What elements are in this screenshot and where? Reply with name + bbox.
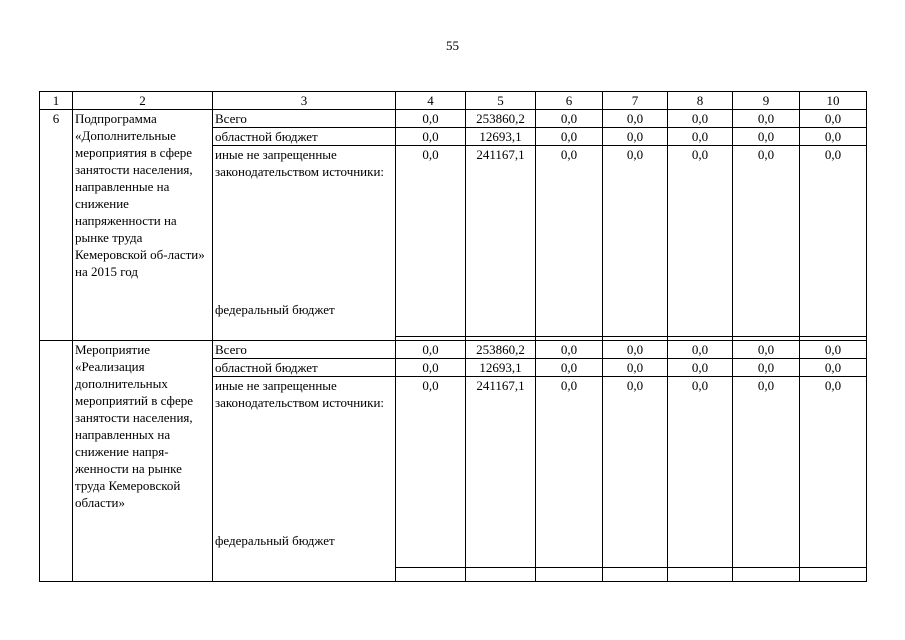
value-cell: 12693,1 bbox=[466, 359, 536, 377]
value-cell: 241167,1 bbox=[466, 146, 536, 337]
header-cell: 8 bbox=[668, 92, 733, 110]
value-cell: 0,0 bbox=[668, 110, 733, 128]
value-cell: 0,0 bbox=[603, 377, 668, 568]
header-cell: 7 bbox=[603, 92, 668, 110]
value-cell: 0,0 bbox=[668, 377, 733, 568]
header-cell: 5 bbox=[466, 92, 536, 110]
value-cell: 0,0 bbox=[536, 359, 603, 377]
funding-source-label: федеральный бюджет bbox=[215, 302, 335, 317]
value-cell: 0,0 bbox=[733, 146, 800, 337]
value-cell: 0,0 bbox=[800, 341, 867, 359]
value-cell: 0,0 bbox=[396, 146, 466, 337]
funding-source: Всего bbox=[213, 341, 396, 359]
header-row bbox=[40, 92, 867, 110]
header-cell: 4 bbox=[396, 92, 466, 110]
header-cell: 1 bbox=[40, 92, 73, 110]
funding-source-label: иные не запрещенные законодательством источники: bbox=[215, 147, 385, 179]
budget-table bbox=[39, 91, 867, 582]
value-cell: 0,0 bbox=[800, 110, 867, 128]
header-cell: 10 bbox=[800, 92, 867, 110]
table-row bbox=[40, 341, 867, 359]
value-cell: 0,0 bbox=[733, 359, 800, 377]
value-cell: 0,0 bbox=[396, 359, 466, 377]
value-cell: 12693,1 bbox=[466, 128, 536, 146]
value-cell: 253860,2 bbox=[466, 341, 536, 359]
value-cell: 0,0 bbox=[733, 110, 800, 128]
value-cell: 0,0 bbox=[536, 377, 603, 568]
program-name: Мероприятие «Реализация дополнительных мероприятий в сфере занятости населения, направленных на снижение напря-женности на рынке труда Кемеровской области» bbox=[73, 341, 213, 582]
value-cell: 241167,1 bbox=[466, 377, 536, 568]
value-cell: 0,0 bbox=[603, 128, 668, 146]
page-number: 55 bbox=[446, 38, 459, 53]
value-cell: 0,0 bbox=[603, 341, 668, 359]
value-cell: 0,0 bbox=[733, 377, 800, 568]
funding-source-label: иные не запрещенные законодательством источники: bbox=[215, 378, 385, 410]
value-cell: 0,0 bbox=[800, 128, 867, 146]
header-cell: 2 bbox=[73, 92, 213, 110]
value-cell: 0,0 bbox=[603, 146, 668, 337]
value-cell: 253860,2 bbox=[466, 110, 536, 128]
value-cell: 0,0 bbox=[396, 110, 466, 128]
value-cell: 0,0 bbox=[800, 146, 867, 337]
value-cell: 0,0 bbox=[603, 110, 668, 128]
value-cell: 0,0 bbox=[733, 341, 800, 359]
funding-source bbox=[213, 146, 396, 337]
value-cell: 0,0 bbox=[536, 128, 603, 146]
funding-source: Всего bbox=[213, 110, 396, 128]
value-cell: 0,0 bbox=[396, 377, 466, 568]
row-number: 6 bbox=[40, 110, 73, 341]
value-cell: 0,0 bbox=[536, 110, 603, 128]
value-cell: 0,0 bbox=[668, 341, 733, 359]
table-row bbox=[40, 110, 867, 128]
value-cell: 0,0 bbox=[536, 146, 603, 337]
value-cell: 0,0 bbox=[800, 377, 867, 568]
funding-source: областной бюджет bbox=[213, 128, 396, 146]
value-cell: 0,0 bbox=[800, 359, 867, 377]
value-cell: 0,0 bbox=[396, 341, 466, 359]
funding-source bbox=[213, 377, 396, 568]
program-name: Подпрограмма «Дополнительные мероприятия в сфере занятости населения, направленные на снижение напряженности на рынке труда Кемеровской об-ласти» на 2015 год bbox=[73, 110, 213, 341]
value-cell: 0,0 bbox=[536, 341, 603, 359]
header-cell: 6 bbox=[536, 92, 603, 110]
value-cell: 0,0 bbox=[733, 128, 800, 146]
funding-source: областной бюджет bbox=[213, 359, 396, 377]
value-cell: 0,0 bbox=[396, 128, 466, 146]
row-number bbox=[40, 341, 73, 582]
funding-source-label: федеральный бюджет bbox=[215, 533, 335, 548]
value-cell: 0,0 bbox=[668, 146, 733, 337]
header-cell: 3 bbox=[213, 92, 396, 110]
value-cell: 0,0 bbox=[668, 359, 733, 377]
header-cell: 9 bbox=[733, 92, 800, 110]
value-cell: 0,0 bbox=[603, 359, 668, 377]
value-cell: 0,0 bbox=[668, 128, 733, 146]
